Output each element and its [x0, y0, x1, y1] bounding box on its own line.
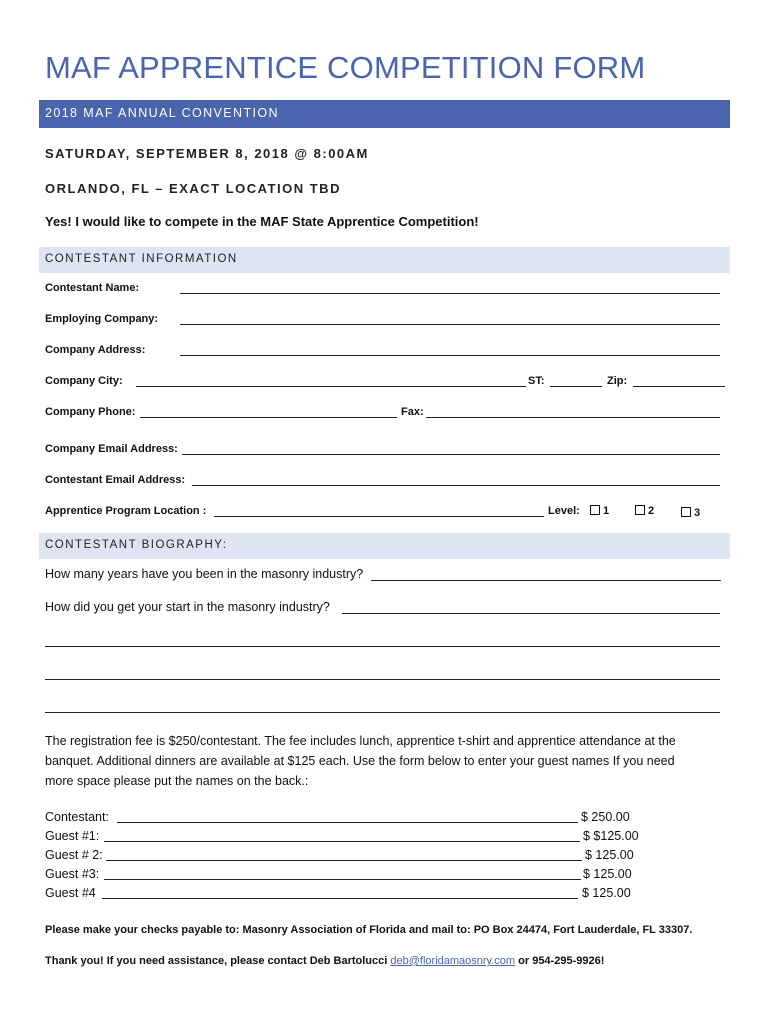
contestant-email-field[interactable] — [192, 485, 720, 486]
employing-company-label: Employing Company: — [45, 313, 159, 325]
contact-email-link[interactable]: deb@floridamaosnry.com — [390, 955, 516, 967]
registration-fee-paragraph: The registration fee is $250/contestant. The fee includes lunch, apprentice t-shirt and apprentice attendance at the banquet. Additional dinners are available at $125 each. Use the form below to enter your guest names If you need more space please put the names on the back.: — [45, 734, 676, 788]
contestant-info-header — [39, 247, 730, 273]
zip-field[interactable] — [633, 386, 725, 387]
biography-header — [39, 533, 730, 559]
company-address-label: Company Address: — [45, 344, 146, 356]
contestant-email-label: Contestant Email Address: — [45, 474, 186, 486]
form-title: MAF APPRENTICE COMPETITION FORM — [45, 50, 646, 85]
level-3-label: 3 — [694, 507, 701, 519]
zip-label: Zip: — [607, 375, 628, 387]
fax-field[interactable] — [426, 417, 720, 418]
start-question: How did you get your start in the masonry industry? — [45, 600, 330, 614]
fee-amount-contestant: $ 250.00 — [581, 810, 630, 824]
convention-band — [39, 100, 730, 128]
biography-answer-line-2[interactable] — [45, 679, 720, 680]
level-1-label: 1 — [603, 505, 610, 517]
fee-amount-guest-4: $ 125.00 — [582, 886, 631, 900]
fee-field-guest-4[interactable] — [102, 898, 578, 899]
level-1-checkbox[interactable] — [590, 505, 609, 517]
payment-instructions: Please make your checks payable to: Masonry Association of Florida and mail to: PO Box 24474, Fort Lauderdale, FL 33307. — [45, 924, 693, 936]
program-location-field[interactable] — [214, 516, 544, 517]
event-date: SATURDAY, SEPTEMBER 8, 2018 @ 8:00AM — [45, 146, 369, 161]
event-location: ORLANDO, FL – EXACT LOCATION TBD — [45, 181, 341, 196]
state-field[interactable] — [550, 386, 602, 387]
fee-label-guest-4: Guest #4 — [45, 886, 96, 900]
checkbox-icon — [635, 505, 645, 515]
fee-label-guest-1: Guest #1: — [45, 829, 100, 843]
checkbox-icon — [590, 505, 600, 515]
company-email-field[interactable] — [182, 454, 720, 455]
level-2-label: 2 — [648, 505, 655, 517]
biography-heading: CONTESTANT BIOGRAPHY: — [45, 539, 228, 551]
years-question: How many years have you been in the masonry industry? — [45, 567, 364, 581]
biography-answer-line-1[interactable] — [45, 646, 720, 647]
company-city-label: Company City: — [45, 375, 123, 387]
fee-label-guest-3: Guest #3: — [45, 867, 100, 881]
company-city-field[interactable] — [136, 386, 526, 387]
checkbox-icon — [681, 507, 691, 517]
fee-label-guest-2: Guest # 2: — [45, 848, 103, 862]
contestant-name-label: Contestant Name: — [45, 282, 140, 294]
fee-field-guest-1[interactable] — [104, 841, 580, 842]
company-phone-field[interactable] — [140, 417, 397, 418]
level-label: Level: — [548, 505, 580, 517]
biography-answer-line-3[interactable] — [45, 712, 720, 713]
company-phone-label: Company Phone: — [45, 406, 136, 418]
convention-band-text: 2018 MAF ANNUAL CONVENTION — [45, 106, 279, 120]
fee-field-guest-3[interactable] — [104, 879, 581, 880]
contact-prefix: Thank you! If you need assistance, please contact Deb Bartolucci — [45, 955, 388, 967]
fax-label: Fax: — [401, 406, 424, 418]
company-address-field[interactable] — [180, 355, 720, 356]
fee-amount-guest-1: $ $125.00 — [583, 829, 639, 843]
intro-statement: Yes! I would like to compete in the MAF State Apprentice Competition! — [45, 214, 479, 229]
company-email-label: Company Email Address: — [45, 443, 178, 455]
contestant-name-field[interactable] — [180, 293, 720, 294]
employing-company-field[interactable] — [180, 324, 720, 325]
fee-field-guest-2[interactable] — [106, 860, 582, 861]
start-answer-field[interactable] — [342, 613, 720, 614]
level-3-checkbox[interactable] — [681, 507, 700, 519]
years-answer-field[interactable] — [371, 580, 721, 581]
fee-field-contestant[interactable] — [117, 822, 578, 823]
contact-line — [45, 955, 604, 967]
state-label: ST: — [528, 375, 545, 387]
level-2-checkbox[interactable] — [635, 505, 654, 517]
contestant-info-heading: CONTESTANT INFORMATION — [45, 253, 238, 265]
fee-amount-guest-2: $ 125.00 — [585, 848, 634, 862]
contact-suffix: or 954-295-9926! — [518, 955, 605, 967]
fee-amount-guest-3: $ 125.00 — [583, 867, 632, 881]
program-location-label: Apprentice Program Location : — [45, 505, 207, 517]
fee-label-contestant: Contestant: — [45, 810, 109, 824]
